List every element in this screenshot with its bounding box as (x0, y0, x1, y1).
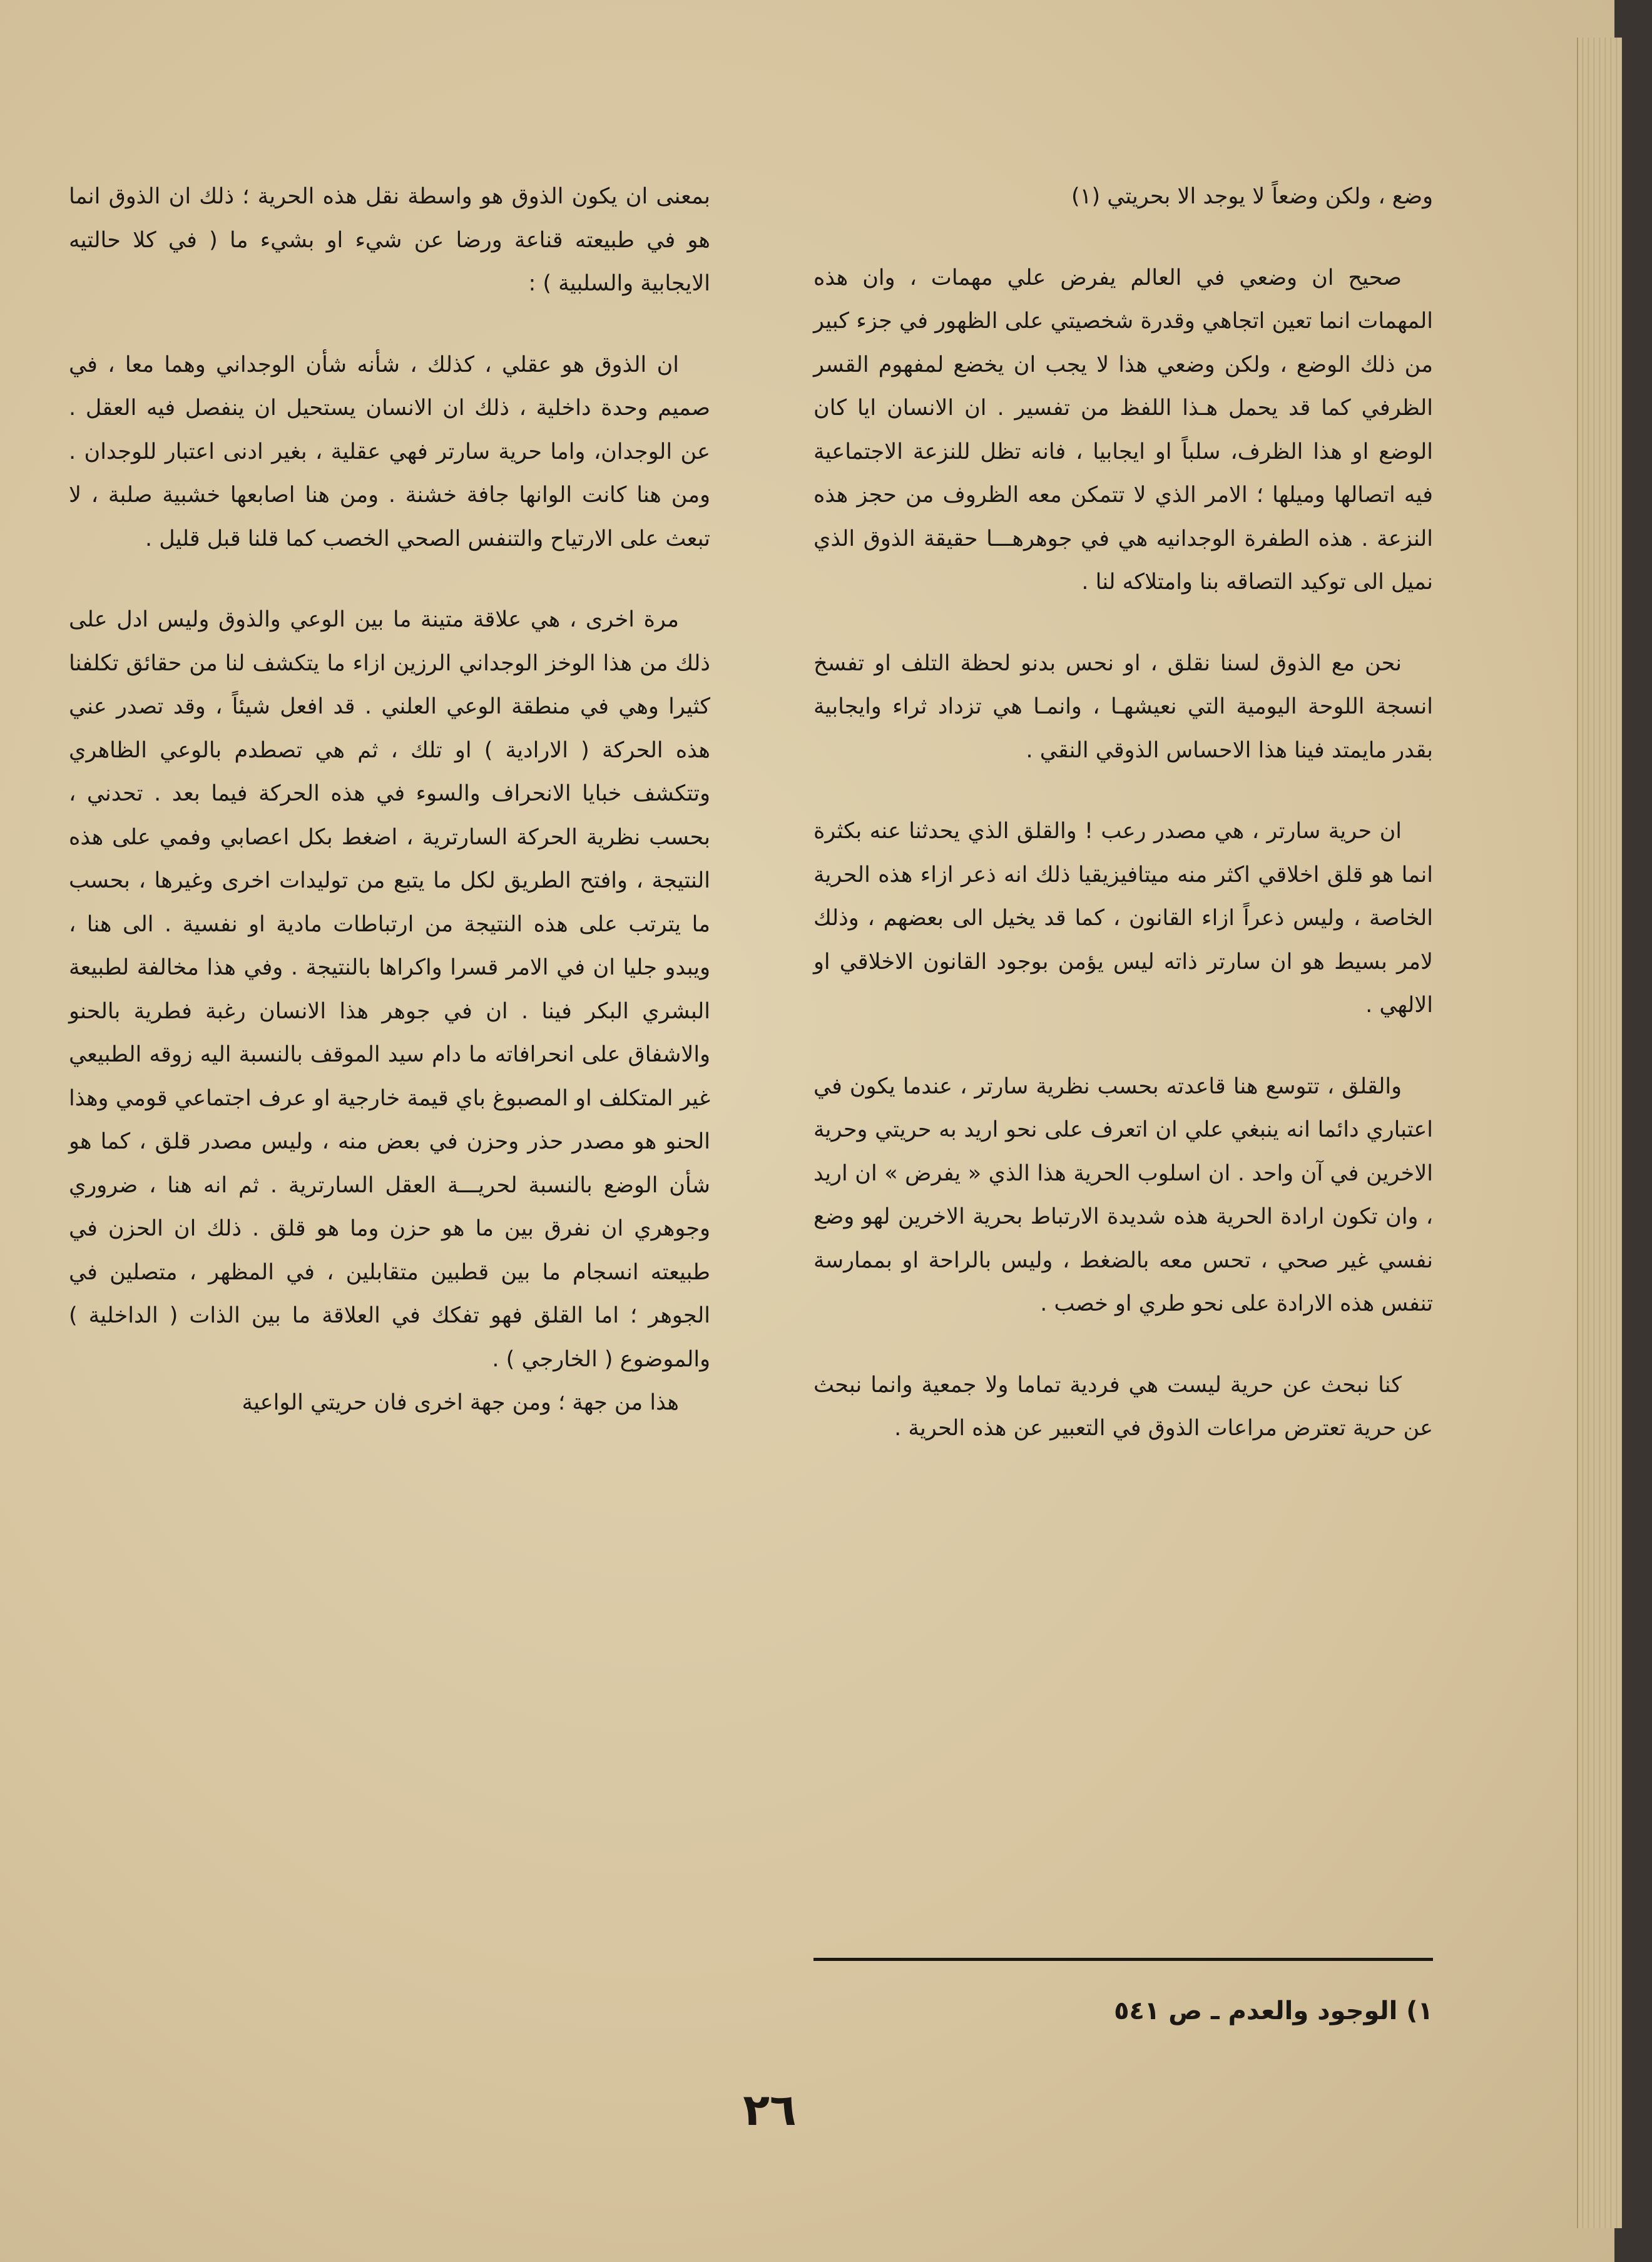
right-opening-line: وضع ، ولكن وضعاً لا يوجد الا بحريتي (١) (1071, 184, 1433, 209)
right-paragraph-2: نحن مع الذوق لسنا نقلق ، او نحس بدنو لحظة التلف او تفسخ انسجة اللوحة اليومية التي نعيشهـا ، وانمـا هي تزداد ثراء وايجابية بقدر مايمتد فينا هذا الاحساس الذوقي النقي . (813, 650, 1433, 763)
right-column (813, 175, 1433, 1451)
left-column (69, 175, 710, 1425)
right-paragraph-5: كنا نبحث عن حرية ليست هي فردية تماما ولا جمعية وانما نبحث عن حرية تعترض مراعات الذوق في التعبير عن هذه الحرية . (813, 1372, 1433, 1441)
left-paragraph-1: بمعنى ان يكون الذوق هو واسطة نقل هذه الحرية ؛ ذلك ان الذوق انما هو في طبيعته قناعة ورضا عن شيء او بشيء ما ( في كلا حالتيه الايجابية والسلبية ) : (69, 184, 710, 296)
footnote-divider (813, 1958, 1433, 1961)
right-paragraph-4: والقلق ، تتوسع هنا قاعدته بحسب نظرية سارتر ، عندما يكون في اعتباري دائما انه ينبغي علي ان اتعرف على نحو اريد به حريتي وحرية الاخرين في آن واحد . ان اسلوب الحرية هذا الذي « يفرض » ان اريد ، وان تكون ارادة الحرية هذه شديدة الارتباط بحرية الاخرين لهو وضع نفسي غير صحي ، تحس معه بالضغط ، وليس بالراحة او بممارسة تنفس هذه الارادة على نحو طري او خصب . (813, 1073, 1433, 1316)
right-paragraph-1: صحيح ان وضعي في العالم يفرض علي مهمات ، وان هذه المهمات انما تعين اتجاهي وقدرة شخصيتي على الظهور في جزء كبير من ذلك الوضع ، ولكن وضعي هذا لا يجب ان يخضع لمفهوم القسر الظرفي كما قد يحمل هـذا اللفظ من تفسير . ان الانسان ايا كان الوضع او هذا الظرف، سلباً او ايجابيا ، فانه تظل للنزعة الاجتماعية فيه اتصالها وميلها ؛ الامر الذي لا تتمكن معه الظروف من حجز هذه النزعة . هذه الطفرة الوجدانيه هي في جوهرهـــا حقيقة الذوق الذي نميل الى توكيد التصاقه بنا وامتلاكه لنا . (813, 265, 1433, 595)
page-edge-stack (1577, 38, 1622, 2228)
left-paragraph-3: مرة اخرى ، هي علاقة متينة ما بين الوعي والذوق وليس ادل على ذلك من هذا الوخز الوجداني الرزين ازاء ما يتكشف لنا من حقائق تكلفنا كثيرا وهي في منطقة الوعي العلني . قد افعل شيئاً ، وقد تصدر عني هذه الحركة ( الارادية ) او تلك ، ثم هي تصطدم بالوعي الظاهري وتتكشف خبايا الانحراف والسوء في هذه الحركة فيما بعد . تحدني ، بحسب نظرية الحركة السارترية ، اضغط بكل اعصابي وفمي على هذه النتيجة ، وافتح الطريق لكل ما يتبع من توليدات اخرى وغيرها ، بحسب ما يترتب على هذه النتيجة من ارتباطات مادية او نفسية . الى هنا ، ويبدو جليا ان في الامر قسرا واكراها بالنتيجة . وفي هذا مخالفة لطبيعة البشري البكر فينا . ان في جوهر هذا الانسان رغبة فطرية بالحنو والاشفاق على انحرافاته ما دام سيد الموقف بالنسبة اليه زوقه الطبيعي غير المتكلف او المصبوغ باي قيمة خارجية او عرف اجتماعي قومي وهذا الحنو هو مصدر حذر وحزن في بعض منه ، وليس مصدر قلق ، كما هو شأن الوضع بالنسبة لحريـــة العقل السارترية . ثم انه هنا ، ضروري وجوهري ان نفرق بين ما هو حزن وما هو قلق . ذلك ان الحزن في طبيعته انسجام ما بين قطبين متقابلين ، في المظهر ، متصلين في الجوهر ؛ اما القلق فهو تفكك في العلاقة ما بين الذات ( الداخلية ) والموضوع ( الخارجي ) . (69, 607, 710, 1372)
left-paragraph-4: هذا من جهة ؛ ومن جهة اخرى فان حريتي الواعية (242, 1390, 679, 1415)
right-paragraph-3: ان حرية سارتر ، هي مصدر رعب ! والقلق الذي يحدثنا عنه بكثرة انما هو قلق اخلاقي اكثر منه ميتافيزيقيا ذلك انه ذعر ازاء هذه الحرية الخاصة ، وليس ذعراً ازاء القانون ، كما قد يخيل الى بعضهم ، وذلك لامر بسيط هو ان سارتر ذاته ليس يؤمن بوجود القانون الاخلاقي او الالهي . (813, 819, 1433, 1018)
left-paragraph-2: ان الذوق هو عقلي ، كذلك ، شأنه شأن الوجداني وهما معا ، في صميم وحدة داخلية ، ذلك ان الانسان يستحيل ان ينفصل فيه العقل . عن الوجدان، واما حرية سارتر فهي عقلية ، بغير ادنى اعتبار للوجدان . ومن هنا كانت الوانها جافة خشنة . ومن هنا اصابعها خشبية صلبة ، لا تبعث على الارتياح والتنفس الصحي الخصب كما قلنا قبل قليل . (69, 352, 710, 551)
page-number: ٢٦ (743, 2084, 797, 2136)
footnote: ١) الوجود والعدم ـ ص ٥٤١ (1114, 1997, 1433, 2025)
